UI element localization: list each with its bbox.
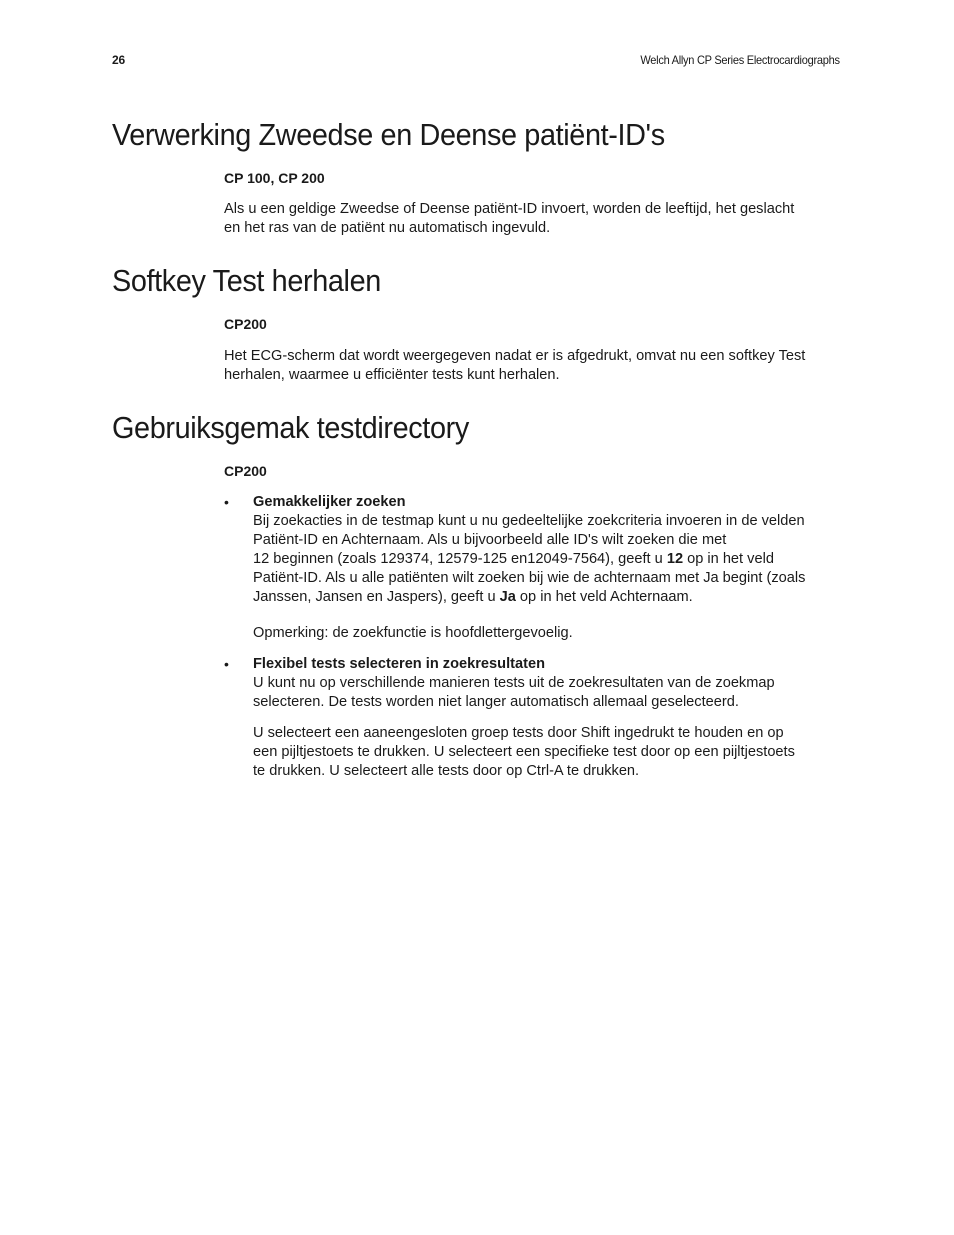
bold-value: Ja — [499, 589, 516, 605]
text-run: Janssen, Jansen en Jaspers), geeft u — [253, 589, 500, 605]
bullet-title: Gemakkelijker zoeken — [253, 494, 406, 510]
body-line: Patiënt-ID. Als u alle patiënten wilt zoeken bij wie de achternaam met Ja begint (zoals — [253, 570, 806, 586]
text-run: 12 beginnen (zoals 129374, 12579-125 en12049-7564), geeft u — [253, 551, 667, 567]
body-line: U kunt nu op verschillende manieren tests uit de zoekresultaten van de zoekmap — [253, 675, 775, 691]
bullet-note — [253, 624, 848, 643]
bullet-body — [253, 674, 848, 712]
bullet-paragraph — [253, 724, 848, 781]
body-line: Het ECG-scherm dat wordt weergegeven nadat er is afgedrukt, omvat nu een softkey Test — [224, 348, 806, 364]
model-label: CP200 — [224, 316, 267, 332]
text-run: op in het veld Achternaam. — [515, 589, 693, 605]
body-line — [253, 588, 848, 607]
page-number: 26 — [112, 53, 125, 67]
body-line: en het ras van de patiënt nu automatisch ingevuld. — [224, 220, 551, 236]
section-title: Gebruiksgemak testdirectory — [112, 410, 469, 445]
body-line: Als u een geldige Zweedse of Deense patiënt-ID invoert, worden de leeftijd, het geslacht — [224, 201, 795, 217]
body-line: Bij zoekacties in de testmap kunt u nu gedeeltelijke zoekcriteria invoeren in de velden — [253, 513, 805, 529]
note-line: Opmerking: de zoekfunctie is hoofdlettergevoelig. — [253, 625, 573, 641]
bullet-icon: • — [224, 656, 229, 672]
model-label: CP200 — [224, 463, 267, 479]
section-body — [224, 200, 844, 238]
bold-value: 12 — [666, 551, 684, 567]
body-line: U selecteert een aaneengesloten groep tests door Shift ingedrukt te houden en op — [253, 725, 784, 741]
running-header: Welch Allyn CP Series Electrocardiographs — [640, 53, 840, 67]
bullet-body — [253, 512, 848, 607]
section-title: Softkey Test herhalen — [112, 263, 381, 298]
body-line — [253, 550, 848, 569]
section-body — [224, 347, 844, 385]
body-line: te drukken. U selecteert alle tests door op Ctrl-A te drukken. — [253, 763, 640, 779]
model-label: CP 100, CP 200 — [224, 170, 325, 186]
section-title: Verwerking Zweedse en Deense patiënt-ID's — [112, 117, 665, 152]
text-run: op in het veld — [683, 551, 774, 567]
body-line: selecteren. De tests worden niet langer automatisch allemaal geselecteerd. — [253, 694, 739, 710]
bullet-title: Flexibel tests selecteren in zoekresultaten — [253, 656, 545, 672]
body-line: herhalen, waarmee u efficiënter tests kunt herhalen. — [224, 367, 560, 383]
body-line: een pijltjestoets te drukken. U selecteert een specifieke test door op een pijltjestoets — [253, 744, 795, 760]
body-line: Patiënt-ID en Achternaam. Als u bijvoorbeeld alle ID's wilt zoeken die met — [253, 532, 727, 548]
bullet-icon: • — [224, 494, 229, 510]
